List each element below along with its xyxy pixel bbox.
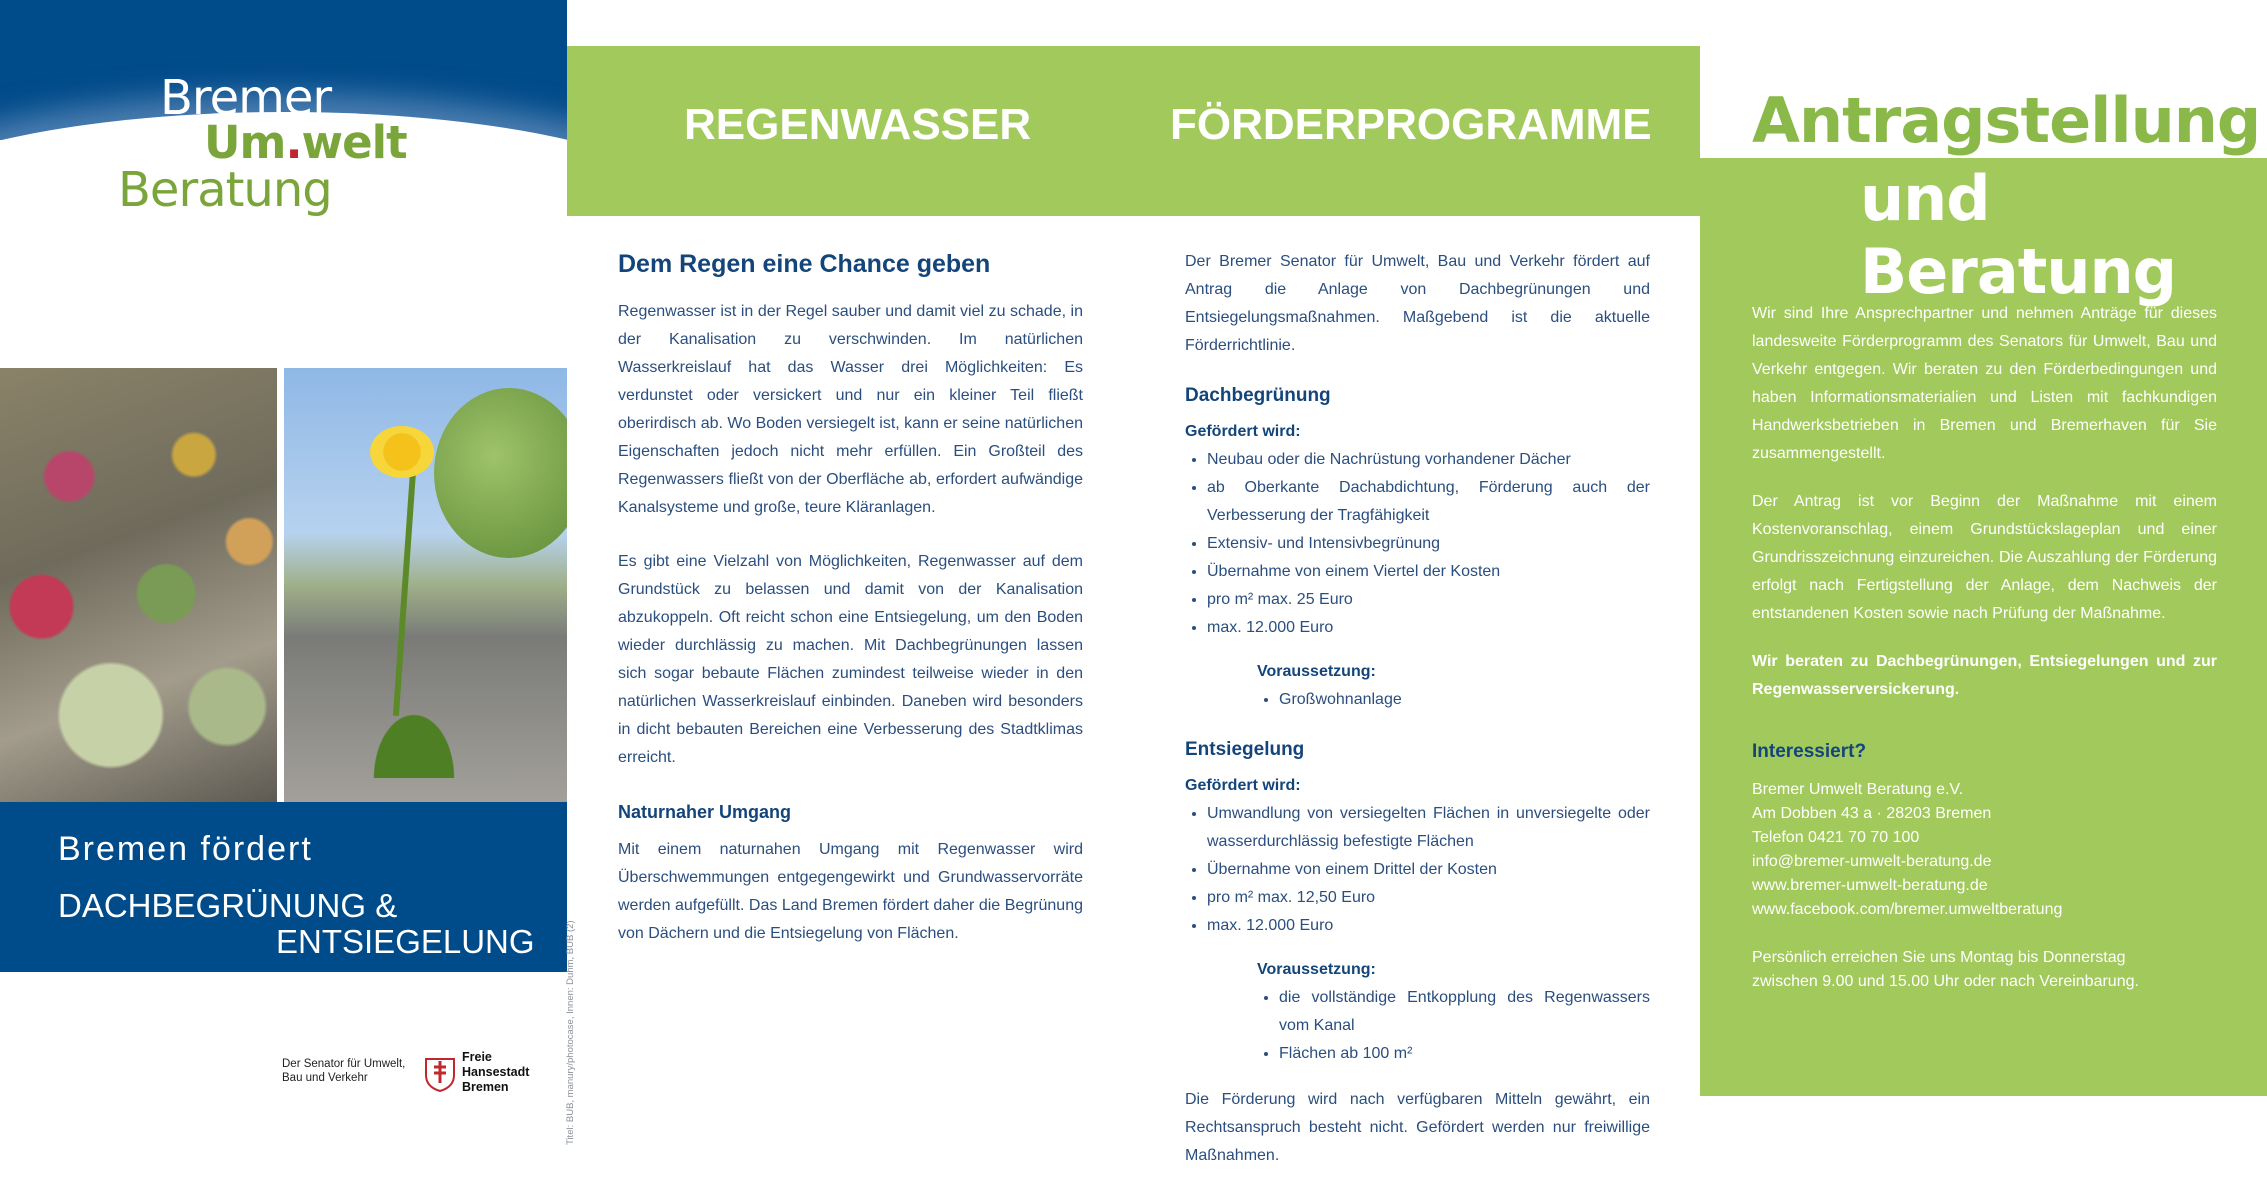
panel-heading-beratung: und Beratung: [1860, 162, 2177, 308]
paragraph: Der Antrag ist vor Beginn der Maßnahme mit einem Kostenvoranschlag, einem Grundstückslageplan und einer Grundrisszeichnung einzureichen. Die Auszahlung der Förderung erfolgt nach Fertigstellung der Anlage, dem Nachweis der entstandenen Kosten sowie nach Prüfung der Maßnahme.: [1752, 493, 2217, 622]
funded-label: Gefördert wird:: [1185, 423, 1301, 440]
requirement-list: [1257, 984, 1650, 1068]
paragraph-bold: Wir beraten zu Dachbegrünungen, Entsiegelungen und zur Regenwasserversickerung.: [1752, 653, 2217, 698]
panel-heading-antragstellung: Antragstellung: [1752, 84, 2261, 157]
cover-subtitle: Bremen fördert: [58, 830, 313, 868]
requirement-list: [1257, 686, 1650, 714]
list-item: • ab Oberkante Dachabdichtung, Förderung auch der Verbesserung der Tragfähigkeit: [1207, 474, 1650, 530]
logo-welt: welt: [301, 116, 407, 169]
closing-paragraph: Die Förderung wird nach verfügbaren Mitteln gewährt, ein Rechtsanspruch besteht nicht. Gefördert werden nur freiwillige Maßnahmen.: [1185, 1091, 1650, 1164]
section-title-entsiegelung: Entsiegelung: [1185, 739, 1305, 760]
header-title-regenwasser: REGENWASSER: [684, 100, 1032, 149]
senator-logo-text: [282, 1057, 422, 1085]
senator-line2: Bau und Verkehr: [282, 1072, 368, 1084]
contact-block: [1752, 778, 2217, 922]
photo-credit: Titel: BUB, manury/photocase, Innen: Duhm, BUB (2): [565, 920, 576, 1145]
photo-dandelion: [284, 368, 567, 802]
funded-list: [1185, 800, 1650, 940]
list-item: • Übernahme von einem Drittel der Kosten: [1207, 856, 1650, 884]
requirement-label: Voraussetzung:: [1257, 961, 1376, 978]
city-line2: Hansestadt: [462, 1065, 530, 1079]
list-item: • max. 12.000 Euro: [1207, 912, 1650, 940]
contact-email-link[interactable]: info@bremer-umwelt-beratung.de: [1752, 853, 1992, 870]
list-item: • Extensiv- und Intensivbegrünung: [1207, 530, 1650, 558]
regenwasser-column: [618, 248, 1083, 974]
section-heading: Dem Regen eine Chance geben: [618, 250, 991, 278]
contact-name: Bremer Umwelt Beratung e.V.: [1752, 781, 1964, 798]
opening-hours: [1752, 946, 2217, 994]
requirement-label: Voraussetzung:: [1257, 663, 1376, 680]
section-title-dachbegruenung: Dachbegrünung: [1185, 385, 1331, 406]
photo-succulents: [0, 368, 277, 802]
requirement-block: [1257, 956, 1650, 1068]
logo-word-beratung: Beratung: [118, 162, 332, 218]
city-line3: Bremen: [462, 1080, 509, 1094]
interest-heading: Interessiert?: [1752, 741, 1867, 762]
requirement-block: [1257, 658, 1650, 714]
cover-title-line2: ENTSIEGELUNG: [276, 923, 535, 960]
header-title-foerderprogramme: FÖRDERPROGRAMME: [1170, 100, 1652, 149]
senator-line1: Der Senator für Umwelt,: [282, 1058, 406, 1070]
list-item: • pro m² max. 12,50 Euro: [1207, 884, 1650, 912]
list-item: • Großwohnanlage: [1279, 686, 1650, 714]
logo-word-bremer: Bremer: [160, 70, 332, 126]
cover-panel: [0, 0, 567, 1190]
dandelion-flower: [370, 426, 434, 478]
bremen-crest-icon: [424, 1053, 456, 1093]
paragraph: Es gibt eine Vielzahl von Möglichkeiten, Regenwasser auf dem Grundstück zu belassen und damit von der Kanalisation abzukoppeln. Oft reicht schon eine Entsiegelung, um den Boden wieder durchlässig zu machen. Mit Dachbegrünungen lassen sich sogar bebaute Flächen zumindest teilweise wieder in den natürlichen Wasserkreislauf einbinden. Daneben wird besonders in dicht bebauten Bereichen eine Verbesserung des Stadtklimas erreicht.: [618, 553, 1083, 766]
tree-shape: [434, 388, 567, 558]
hours-line1: Persönlich erreichen Sie uns Montag bis Donnerstag: [1752, 949, 2126, 966]
funded-label: Gefördert wird:: [1185, 777, 1301, 794]
subheading: Naturnaher Umgang: [618, 802, 792, 822]
contact-website-link[interactable]: www.bremer-umwelt-beratung.de: [1752, 877, 1988, 894]
paragraph: Wir sind Ihre Ansprechpartner und nehmen Anträge für dieses landesweite Förderprogramm des Senators für Umwelt, Bau und Verkehr entgegen. Wir beraten zu den Förderbedingungen und haben Informationsmaterialien und Listen mit fachkundigen Handwerksbetrieben in Bremen und Bremerhaven für Sie zusammengestellt.: [1752, 305, 2217, 462]
cover-title-line1: DACHBEGRÜNUNG &: [58, 887, 398, 924]
paragraph: Regenwasser ist in der Regel sauber und damit viel zu schade, in der Kanalisation zu verschwinden. Im natürlichen Wasserkreislauf hat das Wasser drei Möglichkeiten: Es verdunstet oder versickert und nur ein kleiner Teil fließt oberirdisch ab. Wo Boden versiegelt ist, kann er seine natürlichen Eigenschaften jedoch nicht mehr erfüllen. Ein Großteil des Regenwassers fließt von der Oberfläche ab, erfordert aufwändige Kanalsysteme und große, teure Kläranlagen.: [618, 303, 1083, 516]
list-item: • pro m² max. 25 Euro: [1207, 586, 1650, 614]
contact-facebook-link[interactable]: www.facebook.com/bremer.umweltberatung: [1752, 901, 2063, 918]
foerderprogramme-column: [1185, 248, 1650, 1170]
logo-um: Um: [204, 116, 286, 169]
list-item: • Neubau oder die Nachrüstung vorhandener Dächer: [1207, 446, 1650, 474]
intro-paragraph: Der Bremer Senator für Umwelt, Bau und Verkehr fördert auf Antrag die Anlage von Dachbegrünungen und Entsiegelungsmaßnahmen. Maßgebend ist die aktuelle Förderrichtlinie.: [1185, 253, 1650, 354]
panel-text: [1752, 300, 2217, 994]
contact-address: Am Dobben 43 a · 28203 Bremen: [1752, 805, 1992, 822]
dandelion-leaves: [344, 668, 484, 778]
paragraph: Mit einem naturnahen Umgang mit Regenwasser wird Überschwemmungen entgegengewirkt und Grundwasservorräte werden aufgefüllt. Das Land Bremen fördert daher die Begrünung von Dächern und die Entsiegelung von Flächen.: [618, 841, 1083, 942]
city-line1: Freie: [462, 1050, 492, 1064]
list-item: • die vollständige Entkopplung des Regenwassers vom Kanal: [1279, 984, 1650, 1040]
list-item: • Umwandlung von versiegelten Flächen in unversiegelte oder wasserdurchlässig befestigte Flächen: [1207, 800, 1650, 856]
contact-phone[interactable]: Telefon 0421 70 70 100: [1752, 829, 1920, 846]
logo-dot: .: [285, 116, 302, 169]
list-item: • Übernahme von einem Viertel der Kosten: [1207, 558, 1650, 586]
list-item: • Flächen ab 100 m²: [1279, 1040, 1650, 1068]
hours-line2: zwischen 9.00 und 15.00 Uhr oder nach Vereinbarung.: [1752, 973, 2139, 990]
city-logo-text: [462, 1050, 529, 1095]
funded-list: [1185, 446, 1650, 642]
list-item: • max. 12.000 Euro: [1207, 614, 1650, 642]
